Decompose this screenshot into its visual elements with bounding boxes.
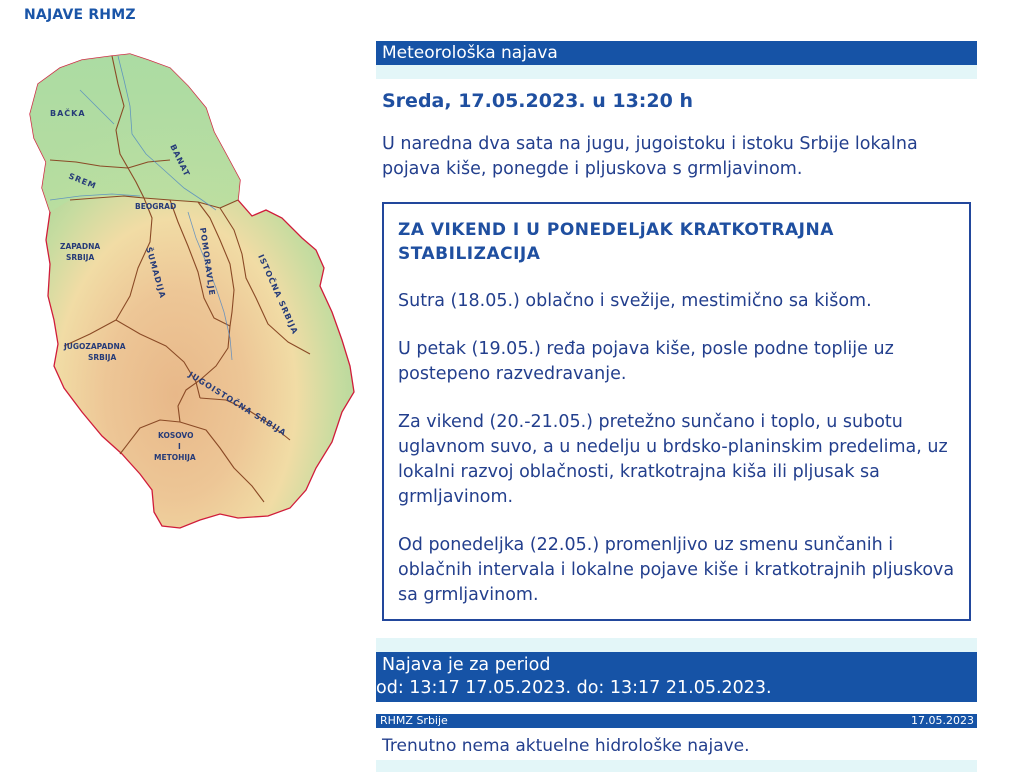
region-banat[interactable]: BANAT: [168, 142, 192, 179]
region-jugozapadna-line2[interactable]: SRBIJA: [88, 353, 117, 362]
period-bar: [376, 652, 977, 702]
region-kosovo-line2[interactable]: I: [178, 442, 181, 451]
forecast-date: Sreda, 17.05.2023. u 13:20 h: [382, 90, 693, 112]
serbia-regions-map[interactable]: [20, 50, 360, 535]
region-kosovo-line1[interactable]: KOSOVO: [158, 431, 194, 440]
region-istocna[interactable]: ISTOČNA SRBIJA: [256, 253, 300, 337]
bottom-divider: [376, 760, 977, 772]
outlook-paragraph: Od ponedeljka (22.05.) promenljivo uz smenu sunčanih i oblačnih intervala i lokalne pojave kiše i kratkotrajnih pljuskova sa grmljavinom.: [398, 535, 955, 605]
forecast-column: [376, 41, 977, 772]
region-zapadna-line2[interactable]: SRBIJA: [66, 253, 95, 262]
hydro-source: RHMZ Srbije: [380, 714, 448, 727]
hydro-message: Trenutno nema aktuelne hidrološke najave.: [382, 736, 750, 756]
region-kosovo-line3[interactable]: METOHIJA: [154, 453, 196, 462]
hydro-header: [376, 714, 977, 728]
region-pomoravlje[interactable]: POMORAVLJE: [198, 227, 217, 297]
period-label: Najava je za period: [382, 655, 551, 675]
region-sumadija[interactable]: ŠUMADIJA: [144, 246, 168, 300]
outlook-heading: ZA VIKEND I U PONEDELjAK KRATKOTRAJNA STABILIZACIJA: [398, 220, 834, 264]
region-jugoistocna[interactable]: JUGOISTOČNA SRBIJA: [186, 370, 289, 438]
page-title: NAJAVE RHMZ: [24, 7, 136, 23]
region-srem[interactable]: SREM: [67, 171, 98, 191]
period-range: od: 13:17 17.05.2023. do: 13:17 21.05.2023.: [376, 678, 772, 698]
map-svg: [20, 50, 360, 535]
region-jugozapadna-line1[interactable]: JUGOZAPADNA: [64, 342, 126, 351]
hydro-date: 17.05.2023: [911, 714, 974, 727]
outlook-paragraph: Za vikend (20.-21.05.) pretežno sunčano i toplo, u subotu uglavnom suvo, a u nedelju u brdsko-planinskim predelima, uz lokalni razvoj oblačnosti, kratkotrajna kiša ili pljusak sa grmljavinom.: [398, 412, 948, 507]
forecast-header: Meteorološka najava: [376, 41, 977, 65]
outlook-paragraph: U petak (19.05.) ređa pojava kiše, posle podne toplije uz postepeno razvedravanje.: [398, 339, 894, 384]
region-backa[interactable]: BAČKA: [50, 109, 86, 118]
region-zapadna-line1[interactable]: ZAPADNA: [60, 242, 101, 251]
outlook-paragraph: Sutra (18.05.) oblačno i svežije, mestimično sa kišom.: [398, 291, 872, 311]
outlook-box: [382, 202, 971, 621]
period-divider: [376, 638, 977, 652]
forecast-intro: U naredna dva sata na jugu, jugoistoku i istoku Srbije lokalna pojava kiše, ponegde i pljuskova s grmljavinom.: [382, 134, 918, 179]
forecast-period: [376, 638, 977, 702]
header-divider: [376, 65, 977, 79]
region-beograd[interactable]: BEOGRAD: [135, 202, 177, 211]
